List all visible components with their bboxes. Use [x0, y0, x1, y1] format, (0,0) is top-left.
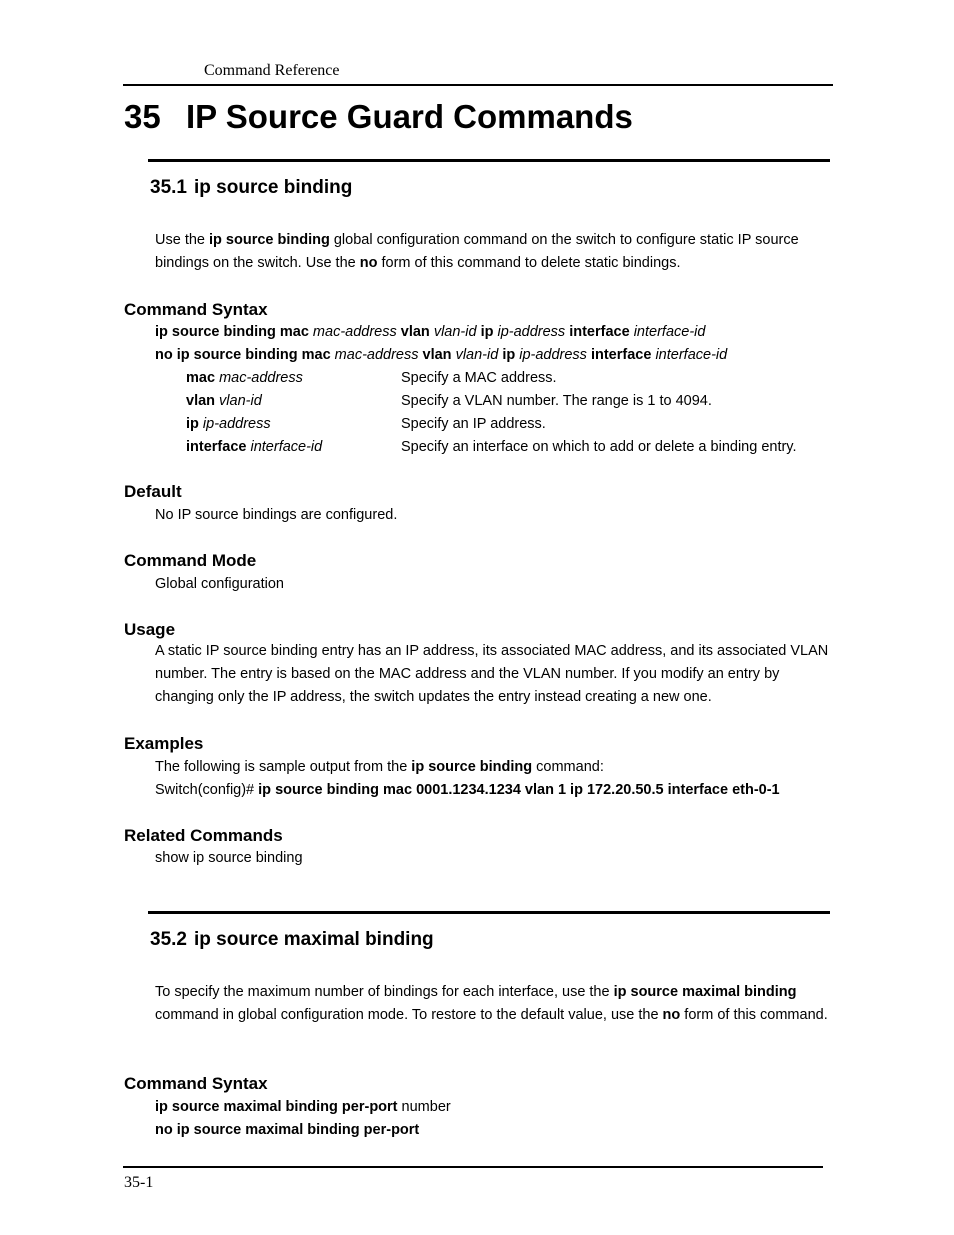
mode-text: Global configuration [155, 576, 284, 592]
intro-keyword: no [359, 255, 378, 271]
syntax-keyword: ip source binding mac [155, 324, 309, 340]
chapter-title [124, 98, 633, 136]
syntax-argument: number [397, 1099, 451, 1115]
param-name [186, 393, 262, 409]
param-argument: vlan-id [219, 393, 262, 409]
page-number: 35-1 [124, 1174, 154, 1191]
param-keyword: interface [186, 439, 247, 455]
section-title-text: ip source binding [194, 177, 353, 198]
syntax-keyword: ip [480, 324, 494, 340]
param-description: Specify a MAC address. [401, 370, 557, 386]
example-text-part: command: [532, 759, 604, 775]
running-header: Command Reference [204, 62, 340, 79]
cli-prompt: Switch(config)# [155, 782, 259, 798]
section-number: 35.1 [150, 177, 187, 198]
param-keyword: ip [186, 416, 199, 432]
param-keyword: vlan [186, 393, 216, 409]
usage-heading: Usage [124, 620, 176, 639]
section-rule [148, 911, 830, 914]
syntax-argument: ip-address [497, 324, 566, 340]
syntax-argument: interface-id [655, 347, 728, 363]
syntax-line [155, 1122, 419, 1138]
syntax-keyword: interface [590, 347, 652, 363]
section-intro [155, 981, 835, 1027]
param-name [186, 370, 303, 386]
syntax-argument: ip-address [519, 347, 587, 363]
example-text [155, 759, 604, 775]
syntax-keyword: vlan [400, 324, 430, 340]
mode-heading: Command Mode [124, 551, 257, 570]
syntax-keyword: no ip source binding mac [155, 347, 331, 363]
default-heading: Default [124, 482, 182, 501]
examples-heading: Examples [124, 734, 204, 753]
example-cli-line [155, 782, 780, 798]
intro-text: To specify the maximum number of bindings for each interface, use the [155, 984, 614, 1000]
example-text-part: The following is sample output from the [155, 759, 412, 775]
header-rule [123, 84, 833, 86]
cli-command: ip source binding mac 0001.1234.1234 vlan 1 ip 172.20.50.5 interface eth-0-1 [258, 782, 780, 798]
intro-command: ip source binding [209, 232, 330, 248]
footer-rule [123, 1166, 823, 1168]
syntax-keyword: vlan [422, 347, 452, 363]
syntax-keyword: ip [502, 347, 516, 363]
syntax-argument: mac-address [334, 347, 419, 363]
param-description: Specify an interface on which to add or delete a binding entry. [401, 439, 797, 455]
intro-keyword: no [662, 1007, 681, 1023]
param-name [186, 439, 322, 455]
chapter-number: 35 [124, 98, 161, 135]
intro-text: global configuration command on the switch to configure static IP source bindings on the switch. Use the [155, 232, 799, 271]
intro-text: form of this command to delete static bindings. [377, 255, 681, 271]
syntax-keyword: interface [569, 324, 630, 340]
syntax-heading: Command Syntax [124, 1074, 268, 1093]
intro-text: Use the [155, 232, 209, 248]
syntax-keyword: ip source maximal binding per-port [155, 1099, 398, 1115]
example-command: ip source binding [411, 759, 533, 775]
param-name [186, 416, 271, 432]
intro-command: ip source maximal binding [613, 984, 797, 1000]
syntax-keyword: no ip source maximal binding per-port [155, 1122, 420, 1138]
syntax-line [155, 347, 727, 363]
syntax-argument: interface-id [633, 324, 706, 340]
param-description: Specify a VLAN number. The range is 1 to 4094. [401, 393, 712, 409]
syntax-argument: vlan-id [433, 324, 477, 340]
syntax-heading: Command Syntax [124, 300, 268, 319]
section-title [150, 177, 352, 199]
syntax-line [155, 324, 705, 340]
section-intro [155, 229, 835, 275]
param-keyword: mac [186, 370, 216, 386]
param-argument: interface-id [250, 439, 323, 455]
usage-text: A static IP source binding entry has an IP address, its associated MAC address, and its associated VLAN number. The entry is based on the MAC address and the VLAN number. If you modify an entry by changing only the IP address, the switch updates the entry instead creating a new one. [155, 643, 829, 705]
intro-text: command in global configuration mode. To restore to the default value, use the [155, 1007, 663, 1023]
related-text: show ip source binding [155, 850, 303, 866]
syntax-argument: mac-address [312, 324, 397, 340]
param-description: Specify an IP address. [401, 416, 546, 432]
param-argument: ip-address [202, 416, 271, 432]
param-argument: mac-address [219, 370, 303, 386]
intro-text: form of this command. [680, 1007, 828, 1023]
section-title-text: ip source maximal binding [194, 929, 434, 950]
section-rule [148, 159, 830, 162]
related-heading: Related Commands [124, 826, 283, 845]
section-title [150, 929, 434, 951]
chapter-title-text: IP Source Guard Commands [186, 98, 633, 135]
default-text: No IP source bindings are configured. [155, 507, 398, 523]
syntax-line [155, 1099, 451, 1115]
section-number: 35.2 [150, 929, 187, 950]
syntax-argument: vlan-id [455, 347, 499, 363]
